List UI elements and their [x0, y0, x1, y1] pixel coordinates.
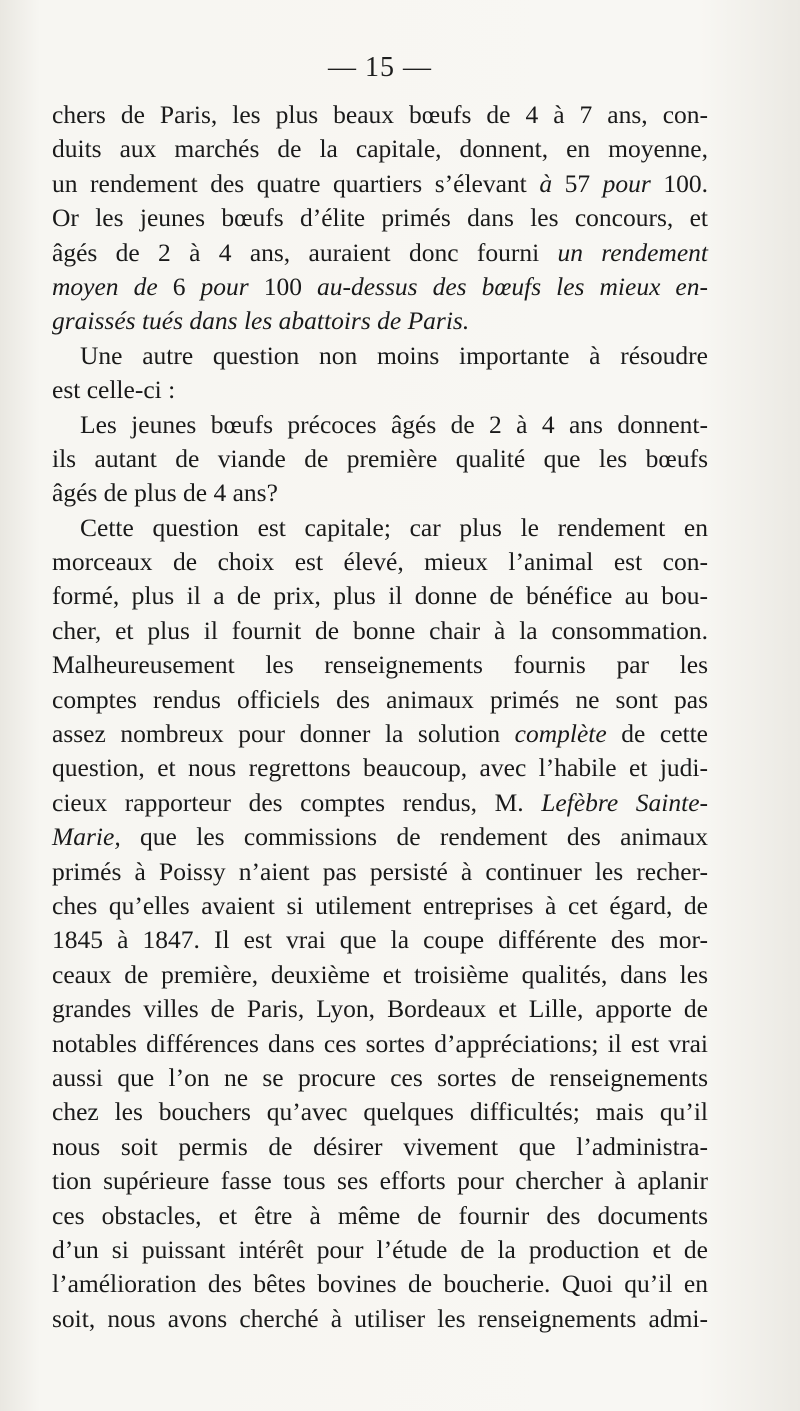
text-segment: ceaux de première, deuxième et troisième qualités, dans les — [52, 959, 708, 989]
text-segment: chers de Paris, les plus beaux bœufs de 4 à 7 ans, con- — [52, 100, 708, 129]
text-segment: de cette — [606, 719, 709, 749]
text-line — [52, 201, 708, 235]
text-segment: aussi que l’on ne se procure ces sortes de renseignements — [52, 1062, 708, 1092]
text-segment: Malheureusement les renseignements fournis par les — [52, 650, 708, 680]
text-segment: d’un si puissant intérêt pour l’étude de la production et de — [52, 1234, 708, 1264]
text-line — [52, 236, 708, 270]
text-line — [52, 373, 708, 407]
text-segment: Une autre question non moins importante à résoudre — [80, 340, 708, 370]
italic-text: complète — [514, 719, 607, 749]
text-line — [52, 992, 708, 1026]
text-line — [52, 717, 708, 751]
text-line — [52, 786, 708, 820]
text-segment: 100 — [248, 271, 317, 301]
text-line — [52, 408, 708, 442]
text-line — [52, 1061, 708, 1095]
text-segment: nous soit permis de désirer vivement que l’administra- — [52, 1131, 708, 1161]
text-segment: âgés de plus de 4 ans? — [52, 478, 278, 508]
text-line — [52, 339, 708, 373]
text-line — [52, 1130, 708, 1164]
text-line — [52, 579, 708, 613]
italic-text: pour — [602, 168, 651, 198]
text-segment: formé, plus il a de prix, plus il donne de bénéfice au bou- — [52, 581, 708, 611]
text-line — [52, 511, 708, 545]
text-line — [52, 855, 708, 889]
text-line — [52, 1267, 708, 1301]
text-segment: assez nombreux pour donner la solution — [52, 719, 515, 749]
text-line — [52, 545, 708, 579]
text-line — [52, 1199, 708, 1233]
text-line — [52, 1302, 708, 1336]
italic-text: pour — [200, 271, 249, 301]
text-line — [52, 442, 708, 476]
text-segment: grandes villes de Paris, Lyon, Bordeaux et Lille, apporte de — [52, 994, 708, 1024]
text-line — [52, 923, 708, 957]
italic-text: au-dessus des bœufs les mieux en- — [316, 271, 708, 301]
text-segment: ces obstacles, et être à même de fournir des documents — [52, 1200, 708, 1230]
italic-text: un rendement — [557, 237, 708, 267]
text-line — [52, 683, 708, 717]
text-line — [52, 167, 708, 201]
text-line — [52, 820, 708, 854]
page-number: — 15 — — [328, 52, 432, 83]
text-segment: ils autant de viande de première qualité que les bœufs — [52, 443, 708, 473]
text-segment: 6 — [157, 271, 201, 301]
text-segment: 100. — [650, 168, 709, 198]
text-line — [52, 889, 708, 923]
text-line — [52, 751, 708, 785]
text-segment: 57 — [552, 168, 603, 198]
text-line — [52, 614, 708, 648]
text-segment: cieux rapporteur des comptes rendus, M. — [52, 787, 542, 817]
text-segment: 1845 à 1847. Il est vrai que la coupe différente des mor- — [52, 925, 708, 955]
text-segment: notables différences dans ces sortes d’appréciations; il est vrai — [52, 1028, 708, 1058]
text-segment: primés à Poissy n’aient pas persisté à continuer les recher- — [52, 856, 708, 886]
text-segment: morceaux de choix est élevé, mieux l’animal est con- — [52, 547, 708, 577]
text-segment: tion supérieure fasse tous ses efforts pour chercher à aplanir — [52, 1166, 708, 1196]
body-text — [52, 98, 708, 1336]
text-segment: Cette question est capitale; car plus le rendement en — [80, 512, 708, 542]
text-segment: l’amélioration des bêtes bovines de boucherie. Quoi qu’il en — [52, 1269, 708, 1299]
italic-text: moyen de — [52, 271, 158, 301]
text-segment: Les jeunes bœufs précoces âgés de 2 à 4 ans donnent- — [80, 409, 708, 439]
text-segment: duits aux marchés de la capitale, donnent, en moyenne, — [52, 134, 708, 164]
text-line — [52, 958, 708, 992]
text-segment: chez les bouchers qu’avec quelques difficultés; mais qu’il — [52, 1097, 708, 1127]
text-segment: Or les jeunes bœufs d’élite primés dans les concours, et — [52, 203, 708, 233]
text-line — [52, 1164, 708, 1198]
text-line — [52, 304, 708, 338]
text-segment: question, et nous regrettons beaucoup, avec l’habile et judi- — [52, 753, 708, 783]
text-segment: que les commissions de rendement des animaux — [120, 822, 708, 852]
text-line — [52, 476, 708, 510]
text-segment: âgés de 2 à 4 ans, auraient donc fourni — [52, 237, 558, 267]
text-line — [52, 132, 708, 166]
text-segment: cher, et plus il fournit de bonne chair à la consommation. — [52, 615, 708, 645]
text-line — [52, 1233, 708, 1267]
text-segment: soit, nous avons cherché à utiliser les renseignements admi- — [52, 1303, 708, 1333]
text-line — [52, 98, 708, 132]
text-segment: un rendement des quatre quartiers s’élevant — [52, 168, 540, 198]
text-segment: comptes rendus officiels des animaux primés ne sont pas — [52, 684, 708, 714]
text-line — [52, 270, 708, 304]
text-line — [52, 1095, 708, 1129]
italic-text: graissés tués dans les abattoirs de Paris. — [52, 306, 470, 336]
text-segment: ches qu’elles avaient si utilement entreprises à cet égard, de — [52, 890, 708, 920]
italic-text: Lefèbre Sainte- — [541, 787, 709, 817]
text-line — [52, 648, 708, 682]
text-line — [52, 1027, 708, 1061]
text-segment: est celle-ci : — [52, 375, 176, 405]
italic-text: Marie, — [52, 822, 121, 852]
italic-text: à — [539, 168, 553, 198]
